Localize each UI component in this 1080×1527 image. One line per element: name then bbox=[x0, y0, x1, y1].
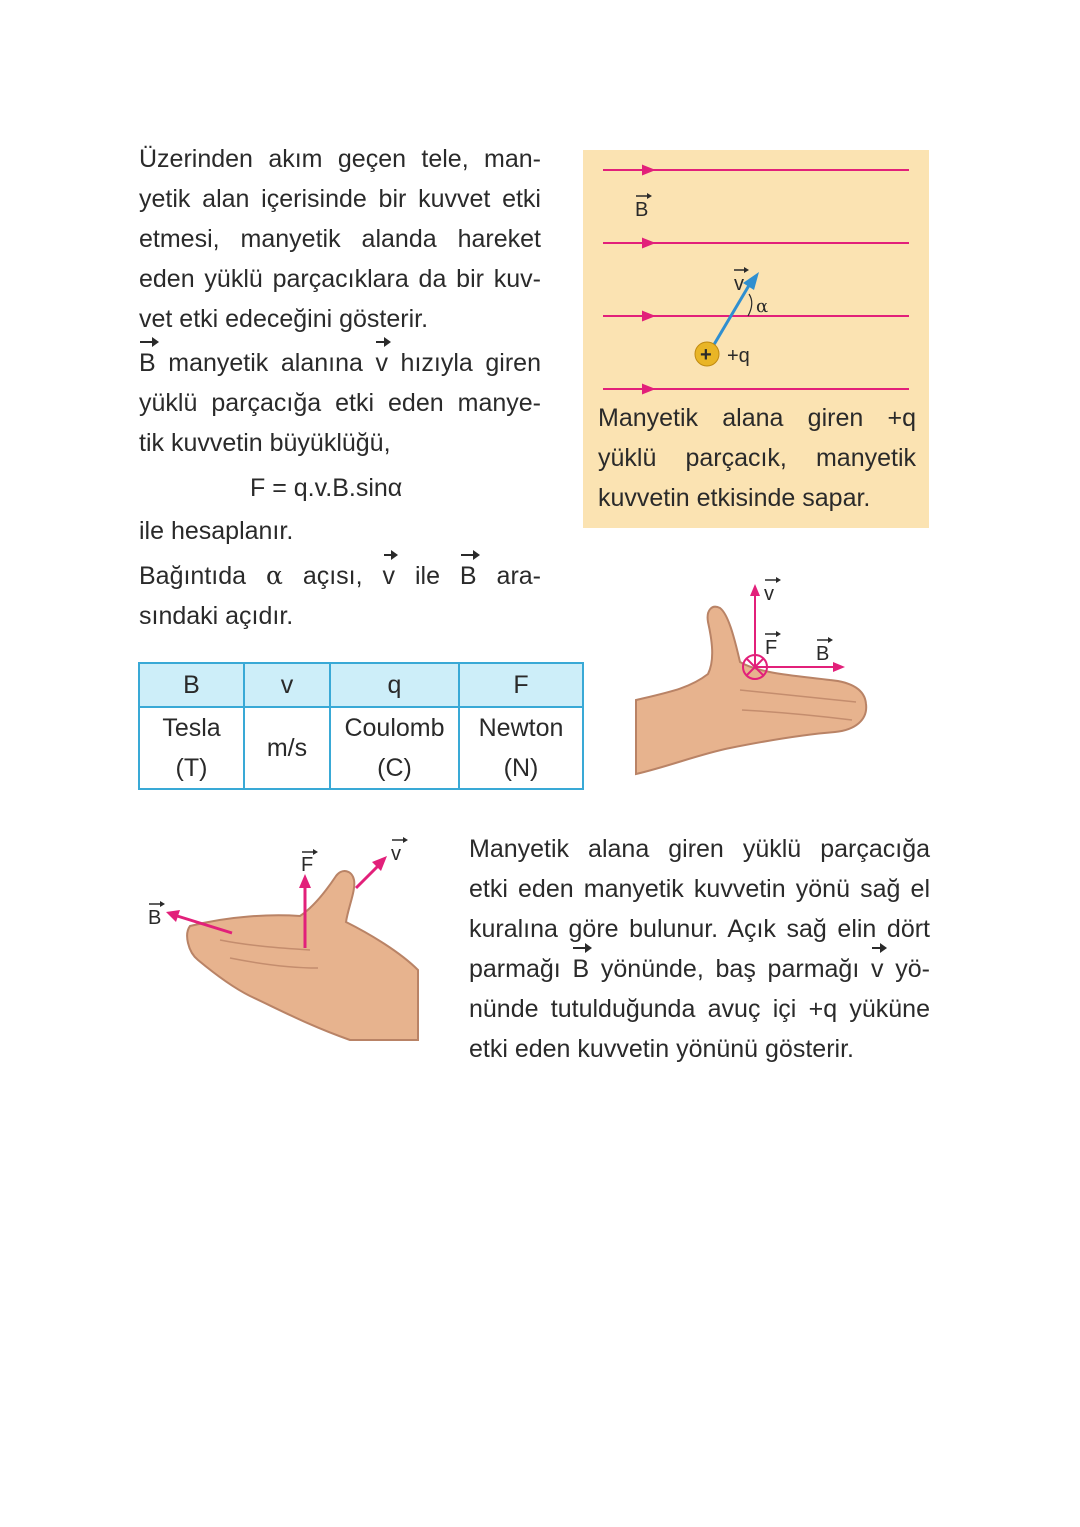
alpha-symbol: α bbox=[265, 561, 283, 590]
field-arrowhead bbox=[643, 312, 653, 320]
b-vector-symbol: B bbox=[139, 343, 156, 383]
b-vector-symbol: B bbox=[460, 556, 477, 596]
v-vector-symbol: v bbox=[383, 556, 396, 596]
velocity-arrowhead bbox=[743, 272, 759, 290]
f-label: F bbox=[301, 854, 314, 876]
angle-line: sındaki açıdır. bbox=[139, 602, 294, 630]
b-label: B bbox=[816, 643, 830, 665]
angle-line: Bağıntıda α açısı, v ile B ara- bbox=[139, 556, 541, 596]
alpha-label: α bbox=[756, 296, 769, 317]
unit-cell: Coulomb (C) bbox=[330, 707, 459, 789]
field-paragraph bbox=[139, 343, 541, 463]
intro-line: etmesi, manyetik alanda hareket bbox=[139, 225, 541, 253]
v-label: v bbox=[764, 583, 774, 605]
b-label: B bbox=[148, 907, 162, 929]
palm-hand-diagram bbox=[140, 830, 425, 1045]
field-line: yüklü parçacığa etki eden manye- bbox=[139, 389, 541, 417]
hesap-line: ile hesaplanır. bbox=[139, 517, 294, 545]
unit-cell: m/s bbox=[244, 707, 330, 789]
field-line: tik kuvvetin büyüklüğü, bbox=[139, 429, 391, 457]
force-arrowhead bbox=[299, 874, 311, 888]
right-hand-diagram bbox=[630, 570, 890, 790]
v-vector-symbol: v bbox=[871, 949, 884, 989]
table-header-row bbox=[139, 663, 583, 707]
table-row bbox=[139, 707, 583, 789]
unit-cell: Tesla (T) bbox=[139, 707, 244, 789]
unit-cell: Newton (N) bbox=[459, 707, 583, 789]
field-diagram bbox=[583, 150, 929, 400]
b-arrowhead bbox=[166, 910, 180, 922]
field-arrowhead bbox=[643, 239, 653, 247]
diagram-caption: Manyetik alana giren +q yüklü parçacık, manyetik kuvvetin etkisinde sapar. bbox=[598, 404, 916, 512]
intro-line: yetik alan içerisinde bir kuvvet etki bbox=[139, 185, 541, 213]
field-arrowhead bbox=[643, 166, 653, 174]
intro-line: eden yüklü parçacıklara da bir kuv- bbox=[139, 265, 541, 293]
f-label: F bbox=[765, 637, 778, 659]
intro-line: Üzerinden akım geçen tele, man- bbox=[139, 145, 541, 173]
units-table bbox=[138, 662, 584, 790]
plus-sign: + bbox=[700, 344, 712, 366]
angle-arc bbox=[748, 294, 752, 316]
hand-shape bbox=[187, 871, 418, 1040]
b-vector-arrowhead bbox=[647, 193, 652, 199]
angle-paragraph bbox=[139, 556, 541, 636]
velocity-arrow bbox=[356, 864, 380, 888]
right-hand-rule-paragraph: Manyetik alana giren yüklü parçacığa etki eden manyetik kuvvetin yönü sağ el kuralına göre bulunur. Açık sağ elin dört parmağı B yönünde, baş parmağı v yö- nünde tutulduğunda avuç içi +q yüküne etki eden kuvvetin yönünü gösterir. bbox=[469, 835, 930, 1063]
intro-line: vet etki edeceğini gösterir. bbox=[139, 305, 429, 333]
velocity-vector bbox=[709, 282, 751, 353]
b-vector-symbol: B bbox=[572, 949, 589, 989]
header-cell: q bbox=[330, 663, 459, 707]
header-cell: v bbox=[244, 663, 330, 707]
force-formula: F = q.v.B.sinα bbox=[250, 474, 403, 502]
v-vector-symbol: v bbox=[375, 343, 388, 383]
v-label: v bbox=[391, 843, 401, 865]
field-line: B manyetik alanına v hızıyla giren bbox=[139, 343, 541, 383]
header-cell: B bbox=[139, 663, 244, 707]
field-arrowhead bbox=[643, 385, 653, 393]
b-field-label: B bbox=[635, 199, 649, 221]
charge-label: +q bbox=[727, 345, 750, 367]
header-cell: F bbox=[459, 663, 583, 707]
intro-paragraph bbox=[139, 139, 541, 339]
velocity-label: v bbox=[734, 273, 744, 295]
velocity-arrowhead bbox=[750, 584, 760, 596]
